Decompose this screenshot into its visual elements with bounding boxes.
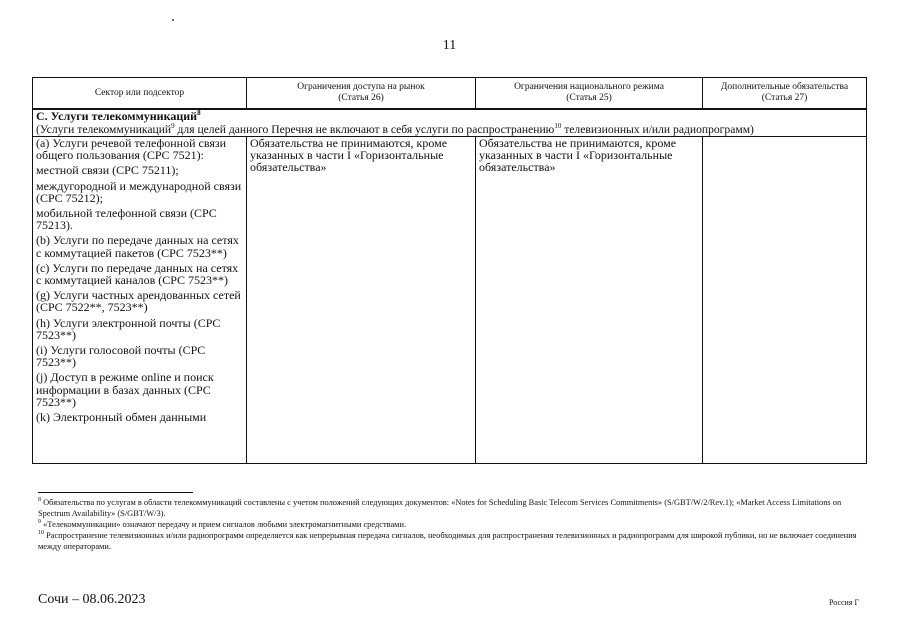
header-market-access <box>247 78 476 110</box>
footnote-divider <box>38 492 193 493</box>
footnote-ref-9: 9 <box>171 122 175 131</box>
header-national-treatment-article: (Статья 25) <box>566 93 612 103</box>
page-number: 11 <box>442 38 457 53</box>
section-cell <box>33 109 867 137</box>
additional-commitments-cell <box>703 137 867 464</box>
services-cell <box>33 137 247 464</box>
section-row <box>33 109 867 137</box>
service-item: (h) Услуги электронной почты (CPC 7523**) <box>36 315 221 342</box>
footnote-8-marker: 8 <box>38 497 41 504</box>
service-item: (j) Доступ в режиме online и поиск информации в базах данных (CPC 7523**) <box>36 370 214 409</box>
service-item: (a) Услуги речевой телефонной связи общего пользования (CPC 7521): <box>36 136 227 163</box>
header-additional-article: (Статья 27) <box>761 93 808 103</box>
national-treatment-cell: Обязательства не принимаются, кроме указанных в части I «Горизонтальные обязательства» <box>476 137 703 464</box>
footnote-8 <box>38 497 868 519</box>
market-access-cell: Обязательства не принимаются, кроме указанных в части I «Горизонтальные обязательства» <box>247 137 476 464</box>
section-title <box>36 110 863 123</box>
stray-dot <box>172 19 174 21</box>
service-item: междугородной и международной связи (CPC 75212); <box>36 178 242 205</box>
header-national-treatment <box>476 78 703 110</box>
services-row <box>33 137 867 464</box>
schedule-table <box>32 77 867 464</box>
service-item: (i) Услуги голосовой почты (CPC 7523**) <box>36 343 206 370</box>
header-sector <box>33 78 247 110</box>
footer-place-date: Сочи – 08.06.2023 <box>38 592 146 607</box>
section-note <box>36 123 863 136</box>
section-note-middle: для целей данного Перечня не включают в себя услуги по распространению <box>174 123 555 136</box>
header-market-access-article: (Статья 26) <box>338 93 384 103</box>
header-national-treatment-label: Ограничения национального режима <box>514 82 664 92</box>
footnote-10 <box>38 530 868 552</box>
header-row <box>33 78 867 110</box>
service-item: (k) Электронный обмен данными <box>36 410 207 425</box>
header-additional <box>703 78 867 110</box>
footer-country: Россия Г <box>829 598 860 607</box>
service-item: мобильной телефонной связи (CPC 75213). <box>36 206 217 233</box>
service-item: (g) Услуги частных арендованных сетей (CPC 7522**, 7523**) <box>36 288 241 315</box>
footnote-ref-10: 10 <box>554 122 562 131</box>
service-item: местной связи (CPC 75211); <box>36 163 179 178</box>
footnote-ref-8: 8 <box>197 109 201 117</box>
footnotes <box>38 497 868 552</box>
footnote-10-marker: 10 <box>38 530 44 537</box>
header-additional-label: Дополнительные обязательства <box>720 82 849 92</box>
header-market-access-label: Ограничения доступа на рынок <box>297 82 425 92</box>
header-sector-label: Сектор или подсектор <box>94 87 185 98</box>
footnote-10-text: Распространение телевизионных и/или радиопрограмм определяется как непрерывная передача сигналов, необходимых для распространения телевизионных и радиопрограмм для широкой публики, но не включает соединения между операторами. <box>38 531 857 551</box>
footnote-9-text: «Телекоммуникации» означают передачу и прием сигналов любыми электромагнитными средствами. <box>41 520 407 529</box>
section-note-end: телевизионных и/или радиопрограмм) <box>561 123 754 136</box>
service-item: (b) Услуги по передаче данных на сетях с коммутацией пакетов (CPC 7523**) <box>36 233 239 260</box>
service-item: (c) Услуги по передаче данных на сетях с коммутацией каналов (CPC 7523**) <box>36 260 239 288</box>
section-note-start: (Услуги телекоммуникаций <box>36 123 172 136</box>
footnote-9-marker: 9 <box>38 519 41 526</box>
section-title-text: С. Услуги телекоммуникаций <box>36 109 198 123</box>
footnote-8-text: Обязательства по услугам в области телекоммуникаций составлены с учетом положений следующих документов: «Notes for Scheduling Basic Telecom Services Commitments» (S/GBT/W/2/Rev.1); «Market Access Limitations on Spectrum Availability» (S/GBT/W/3). <box>38 498 842 518</box>
footnote-9 <box>38 519 868 530</box>
